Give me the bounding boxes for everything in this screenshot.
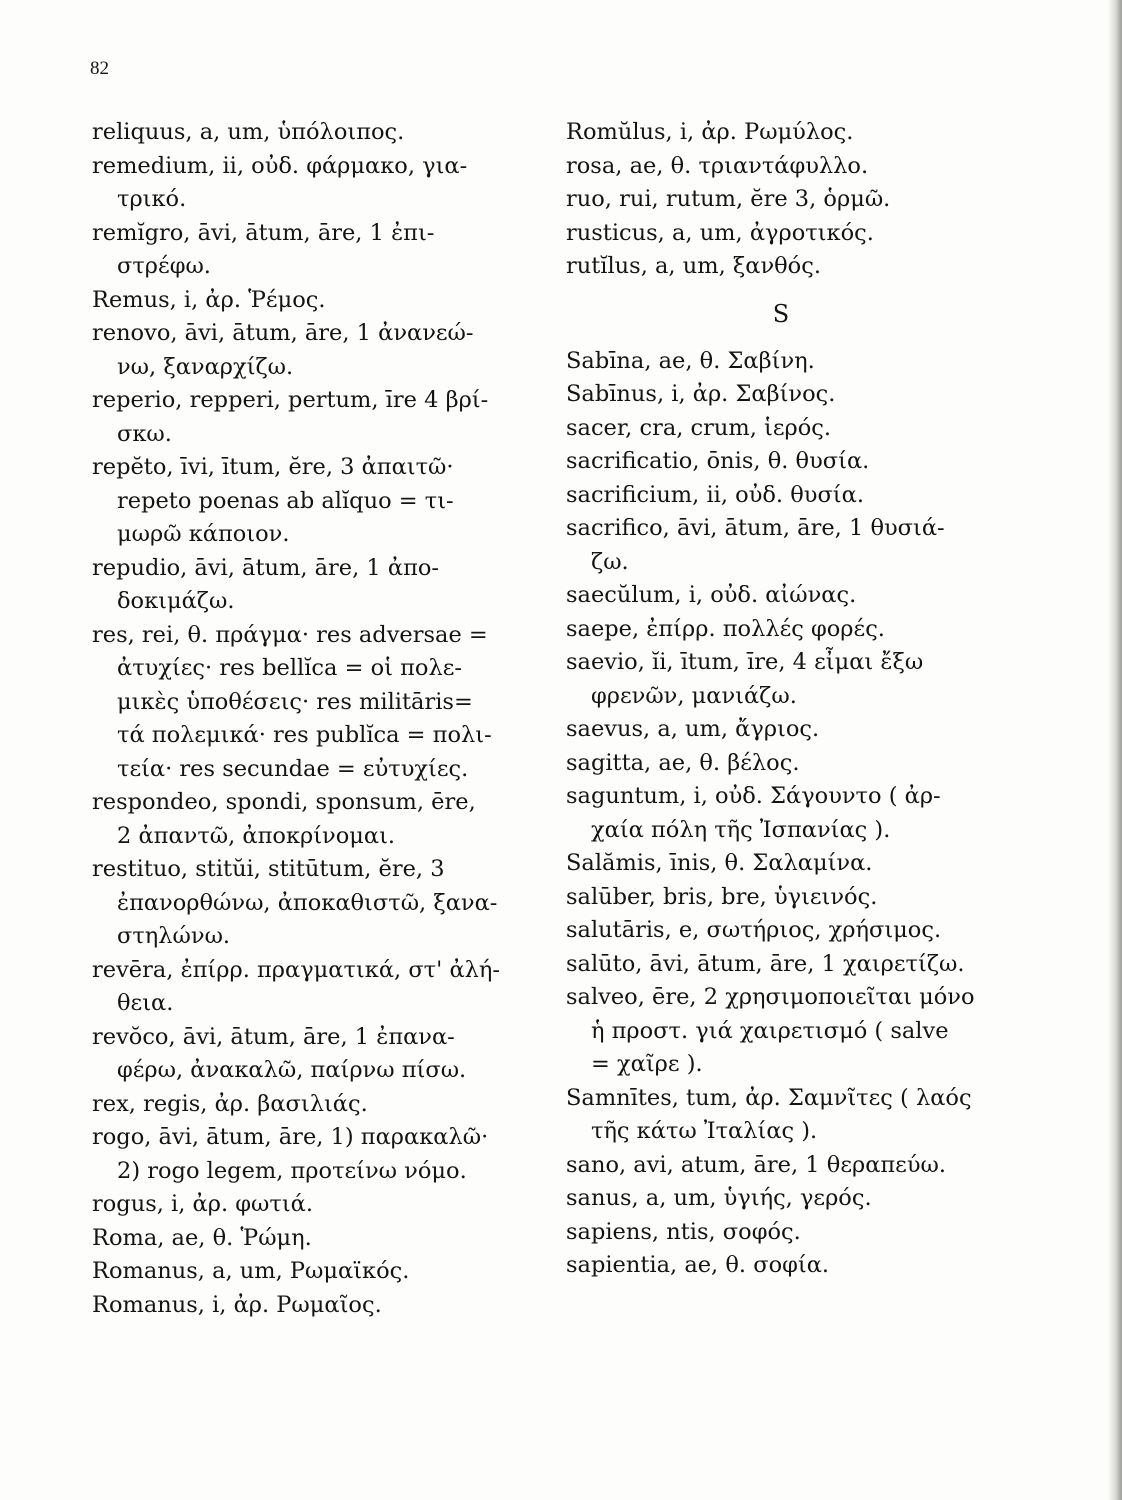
left-column [92, 116, 562, 1322]
entry-line: restituo, stitŭi, stitūtum, ĕre, 3 [92, 856, 445, 882]
entry-line: reliquus, a, um, ὑπόλοιπος. [92, 119, 405, 145]
entry-continuation-line: ζω. [591, 548, 629, 575]
entry-line: salutāris, e, σωτήριος, χρήσιμος. [566, 917, 942, 943]
entry-line: sacrifico, āvi, ātum, āre, 1 θυσιά- [566, 515, 945, 541]
entry-line: Salămis, īnis, θ. Σαλαμίνα. [566, 850, 873, 876]
entry-line: Samnītes, tum, ἀρ. Σαμνῖτες ( λαός [566, 1084, 972, 1111]
entry-line: ruo, rui, rutum, ĕre 3, ὁρμῶ. [566, 186, 891, 212]
entry-continuation-line: 2 ἀπαντῶ, ἀποκρίνομαι. [117, 822, 396, 849]
entry-continuation-line: τῆς κάτω Ἰταλίας ). [591, 1118, 818, 1144]
entry-continuation-line: τρικό. [117, 186, 187, 212]
entry-line: salveo, ēre, 2 χρησιμοποιεῖται μόνο [566, 984, 975, 1010]
entry-line: salūto, āvi, ātum, āre, 1 χαιρετίζω. [566, 950, 965, 977]
entry-continuation-line: repeto poenas ab alĭquo = τι- [117, 487, 454, 514]
entry-line: sacrificium, ii, οὐδ. θυσία. [566, 481, 864, 508]
entry-line: saepe, ἐπίρρ. πολλές φορές. [566, 615, 885, 642]
entry-line: reperio, repperi, pertum, īre 4 βρί- [92, 387, 489, 413]
entry-continuation-line: τά πολεμικά· res publĭca = πολι- [117, 722, 492, 748]
entry-continuation-line: στηλώνω. [117, 923, 231, 949]
entry-line: repĕto, īvi, ītum, ĕre, 3 ἀπαιτῶ· [92, 454, 454, 480]
entry-continuation-line: ἀτυχίες· res bellĭca = οἱ πολε- [117, 655, 462, 681]
entry-line: rosa, ae, θ. τριαντάφυλλο. [566, 152, 869, 179]
entry-line: Romanus, i, ἀρ. Ρωμαῖος. [92, 1291, 382, 1318]
entry-continuation-line: στρέφω. [117, 253, 211, 279]
letter-heading: S [772, 299, 790, 328]
entry-continuation-line: νω, ξαναρχίζω. [117, 353, 294, 380]
entry-line: Romanus, a, um, Ρωμαϊκός. [92, 1258, 410, 1284]
entry-line: revēra, ἐπίρρ. πραγματικά, στ' ἀλή- [92, 956, 500, 983]
entry-continuation-line: θεια. [117, 990, 174, 1016]
entry-continuation-line: μωρῶ κάποιον. [117, 521, 290, 547]
entry-line: rogo, āvi, ātum, āre, 1) παρακαλῶ· [92, 1124, 489, 1150]
entry-line: salūber, bris, bre, ὑγιεινός. [566, 883, 878, 910]
entry-line: sacer, cra, crum, ἱερός. [566, 414, 832, 441]
entry-continuation-line: χαία πόλη τῆς Ἰσπανίας ). [591, 816, 891, 843]
entries-s [566, 345, 1036, 1283]
entry-line: saevus, a, um, ἄγριος. [566, 716, 820, 742]
entry-line: rogus, i, ἀρ. φωτιά. [92, 1191, 313, 1217]
entry-continuation-line: ἡ προστ. γιά χαιρετισμό ( salve [591, 1017, 949, 1044]
entry-line: sano, avi, atum, āre, 1 θεραπεύω. [566, 1151, 947, 1178]
entry-line: sapientia, ae, θ. σοφία. [566, 1252, 830, 1278]
entry-line: Remus, i, ἀρ. Ῥέμος. [92, 286, 326, 313]
entry-line: Roma, ae, θ. Ῥώμη. [92, 1224, 312, 1251]
entry-line: rusticus, a, um, ἀγροτικός. [566, 219, 874, 246]
entry-line: Sabīnus, i, ἀρ. Σαβίνος. [566, 381, 836, 407]
entry-line: saguntum, i, οὐδ. Σάγουντο ( ἀρ- [566, 783, 941, 809]
entry-line: Romŭlus, i, ἀρ. Ρωμύλος. [566, 119, 854, 145]
entry-continuation-line: τεία· res secundae = εὐτυχίες. [117, 755, 469, 782]
entry-continuation-line: 2) rogo legem, προτείνω νόμο. [117, 1157, 467, 1184]
entry-line: rex, regis, ἀρ. βασιλιάς. [92, 1090, 368, 1117]
page-number: 82 [90, 58, 109, 79]
entry-continuation-line: μικὲς ὑποθέσεις· res militāris= [117, 688, 473, 715]
entry-line: rutĭlus, a, um, ξανθός. [566, 253, 821, 279]
entry-line: sacrificatio, ōnis, θ. θυσία. [566, 448, 870, 474]
entry-line: respondeo, spondi, sponsum, ēre, [92, 789, 476, 815]
entry-line: remedium, ii, οὐδ. φάρμακο, για- [92, 152, 468, 179]
page-edge-shadow [1108, 0, 1122, 1500]
entry-line: revŏco, āvi, ātum, āre, 1 ἐπανα- [92, 1023, 455, 1050]
entry-line: sanus, a, um, ὑγιής, γερός. [566, 1185, 872, 1211]
entry-line: renovo, āvi, ātum, āre, 1 ἀνανεώ- [92, 320, 474, 346]
entry-line: saevio, ĭi, ītum, īre, 4 εἶμαι ἔξω [566, 649, 924, 675]
entry-line: sagitta, ae, θ. βέλος. [566, 749, 800, 776]
entries-r [566, 116, 1036, 284]
entry-line: remĭgro, āvi, ātum, āre, 1 ἐπι- [92, 219, 435, 246]
entry-continuation-line: φρενῶν, μανιάζω. [591, 682, 797, 709]
entry-continuation-line: ἐπανορθώνω, ἀποκαθιστῶ, ξανα- [117, 889, 498, 916]
entry-line: saecŭlum, i, οὐδ. αἰώνας. [566, 582, 857, 608]
entry-line: res, rei, θ. πράγμα· res adversae = [92, 621, 488, 648]
entry-line: Sabīna, ae, θ. Σαβίνη. [566, 347, 815, 374]
entry-continuation-line: δοκιμάζω. [117, 588, 235, 614]
entry-continuation-line: = χαῖρε ). [591, 1051, 703, 1077]
right-column [566, 116, 1036, 1283]
entry-continuation-line: φέρω, ἀνακαλῶ, παίρνω πίσω. [117, 1057, 467, 1083]
entry-line: sapiens, ntis, σοφός. [566, 1218, 801, 1245]
entry-line: repudio, āvi, ātum, āre, 1 ἀπο- [92, 554, 440, 581]
entry-continuation-line: σκω. [117, 420, 172, 447]
